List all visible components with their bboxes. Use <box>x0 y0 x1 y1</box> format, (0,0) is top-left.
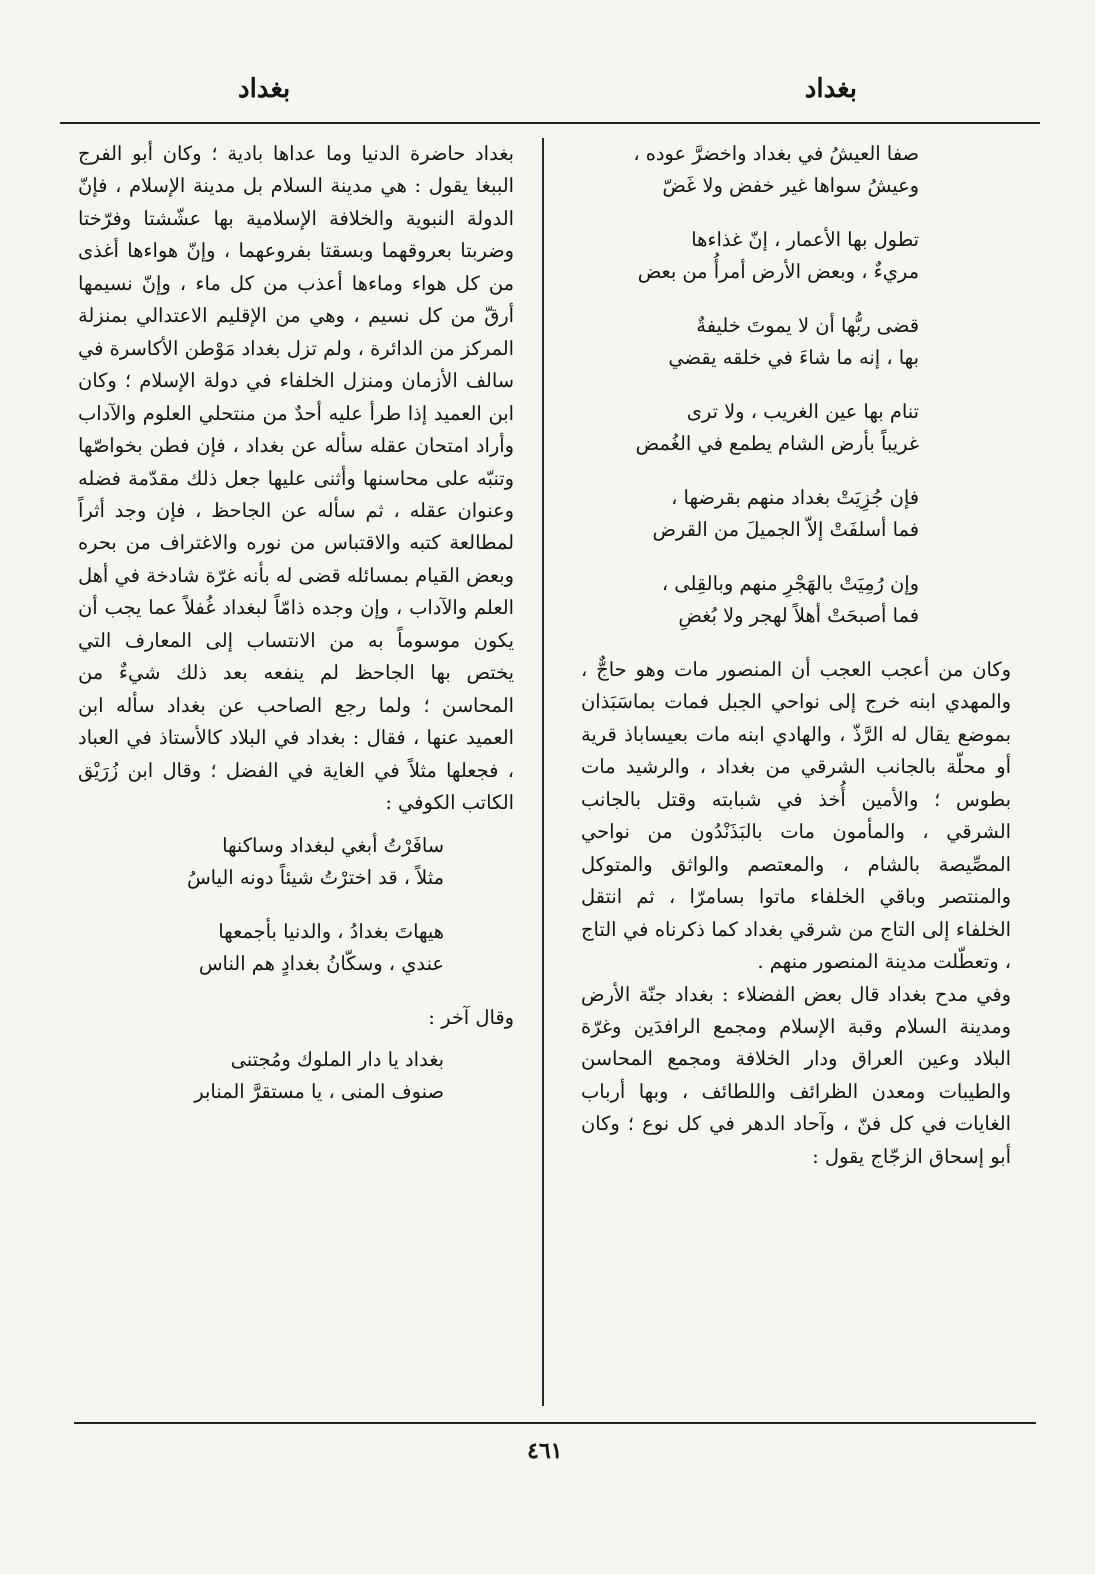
hemistich-first: قضى ربُّها أن لا يموتَ خليفةٌ <box>696 314 919 337</box>
hemistich-second: فما أصبحَتْ أهلاً لهجر ولا بُغضِ <box>678 604 919 627</box>
verse <box>581 224 919 288</box>
column-divider <box>542 138 544 1406</box>
hemistich-second: مريءٌ ، وبعض الأرض أمرأُ من بعض <box>637 260 919 283</box>
bottom-rule <box>74 1422 1036 1424</box>
verse <box>78 1044 444 1108</box>
hemistich-second: غريباً بأرض الشام يطمع في الغُمض <box>635 432 919 455</box>
verse <box>78 830 444 894</box>
running-head-right: بغداد <box>804 74 857 104</box>
poem-block <box>78 1044 514 1108</box>
hemistich-second: بها ، إنه ما شاءَ في خلقه يقضي <box>668 346 919 369</box>
hemistich-first: صفا العيشُ في بغداد واخضرَّ عوده ، <box>633 142 919 165</box>
top-rule <box>60 122 1040 124</box>
page-number: ٤٦١ <box>527 1438 563 1464</box>
left-column <box>78 138 514 1408</box>
hemistich-first: تطول بها الأعمار ، إنّ غذاءها <box>691 228 919 251</box>
paragraph: بغداد حاضرة الدنيا وما عداها بادية ؛ وكان أبو الفرج الببغا يقول : هي مدينة السلام بل مدينة الإسلام ، فإنّ الدولة النبوية والخلافة الإسلامية بها عشّشتا وفرّختا وضربتا بعروقهما وبسقتا بفروعهما ، وإنّ هواءها أغذى من كل هواء وماءها أعذب من كل ماء ، وإنّ نسيمها أرقّ من كل نسيم ، وهي من الإقليم الاعتدالي بمنزلة المركز من الدائرة ، ولم تزل بغداد مَوْطن الأكاسرة في سالف الأزمان ومنزل الخلفاء في دولة الإسلام ؛ وكان ابن العميد إذا طرأ عليه أحدٌ من منتحلي العلوم والآداب وأراد امتحان عقله سأله عن بغداد ، فإن فطن بخواصّها وتنبّه على محاسنها وأثنى عليها جعل ذلك مقدّمة فضله وعنوان عقله ، ثم سأله عن الجاحظ ، فإن وجد أثراً لمطالعة كتبه والاقتباس من نوره والاغتراف من بحره وبعض القيام بمسائله قضى له بأنه غرّة شادخة في أهل العلم والآداب ، وإن وجده ذامّاً لبغداد غُفلاً عما يجب أن يكون موسوماً به من الانتساب إلى المعارف التي يختص بها الجاحظ لم ينفعه بعد ذلك شيءٌ من المحاسن ؛ ولما رجع الصاحب عن بغداد سأله ابن العميد عنها ، فقال : بغداد في البلاد كالأستاذ في العباد ، فجعلها مثلاً في الغاية في الفضل ؛ وقال ابن زُرَيْق الكاتب الكوفي : <box>78 142 514 815</box>
verse <box>581 482 919 546</box>
hemistich-second: عندي ، وسكّانُ بغدادٍ هم الناس <box>198 951 444 975</box>
hemistich-second: صنوف المنى ، يا مستقرَّ المنابر <box>194 1079 444 1103</box>
verse <box>581 396 919 460</box>
paragraph: وكان من أعجب العجب أن المنصور مات وهو حاجٌّ ، والمهدي ابنه خرج إلى نواحي الجبل فمات بماسَبَذان بموضع يقال له الرَّذّ ، والهادي ابنه مات بعيساباذ قرية أو محلّة بالجانب الشرقي من بغداد ، والرشيد مات بطوس ؛ والأمين أُخذ في شبابته وقتل بالجانب الشرقي ، والمأمون مات بالبَذَنْدُون من نواحي المصِّيصة بالشام ، والمعتصم والواثق والمتوكل والمنتصر وباقي الخلفاء ماتوا بسامرّا ، ثم انتقل الخلفاء إلى التاج من شرقي بغداد كما ذكرناه في التاج ، وتعطّلت مدينة المنصور منهم . <box>581 658 1011 974</box>
verse <box>581 310 919 374</box>
right-column <box>581 138 1011 1408</box>
hemistich-first: تنام بها عين الغريب ، ولا ترى <box>686 400 919 423</box>
verse <box>581 568 919 632</box>
verse <box>78 916 444 980</box>
hemistich-second: فما أسلفَتْ إلاّ الجميلَ من القرض <box>652 518 919 541</box>
verse-intro: وقال آخر : <box>428 1005 514 1029</box>
poem-block <box>78 830 514 980</box>
hemistich-first: بغداد يا دار الملوك ومُجتنى <box>230 1047 444 1071</box>
hemistich-second: مثلاً ، قد اخترْتُ شيئاً دونه الياسُ <box>186 865 444 889</box>
paragraph: وفي مدح بغداد قال بعض الفضلاء : بغداد جنّة الأرض ومدينة السلام وقبة الإسلام ومجمع الرافدَين وغرّة البلاد وعين العراق ودار الخلافة ومجمع المحاسن والطيبات ومعدن الظرائف واللطائف ، وبها أرباب الغايات في كل فنّ ، وآحاد الدهر في كل نوع ؛ وكان أبو إسحاق الزجّاج يقول : <box>581 982 1011 1168</box>
poem-block <box>581 138 1011 632</box>
hemistich-first: فإن جُزِيَتْ بغداد منهم بقرضها ، <box>671 486 919 509</box>
hemistich-first: سافَرْتُ أبغي لبغداد وساكنها <box>222 833 444 857</box>
hemistich-second: وعيشُ سواها غير خفض ولا غَضّ <box>662 174 919 197</box>
hemistich-first: وإن رُمِيَتْ بالهَجْرِ منهم وبالقِلى ، <box>661 572 919 595</box>
verse <box>581 138 919 202</box>
hemistich-first: هيهاتَ بغدادُ ، والدنيا بأجمعها <box>218 919 444 943</box>
running-head-left: بغداد <box>238 74 291 104</box>
